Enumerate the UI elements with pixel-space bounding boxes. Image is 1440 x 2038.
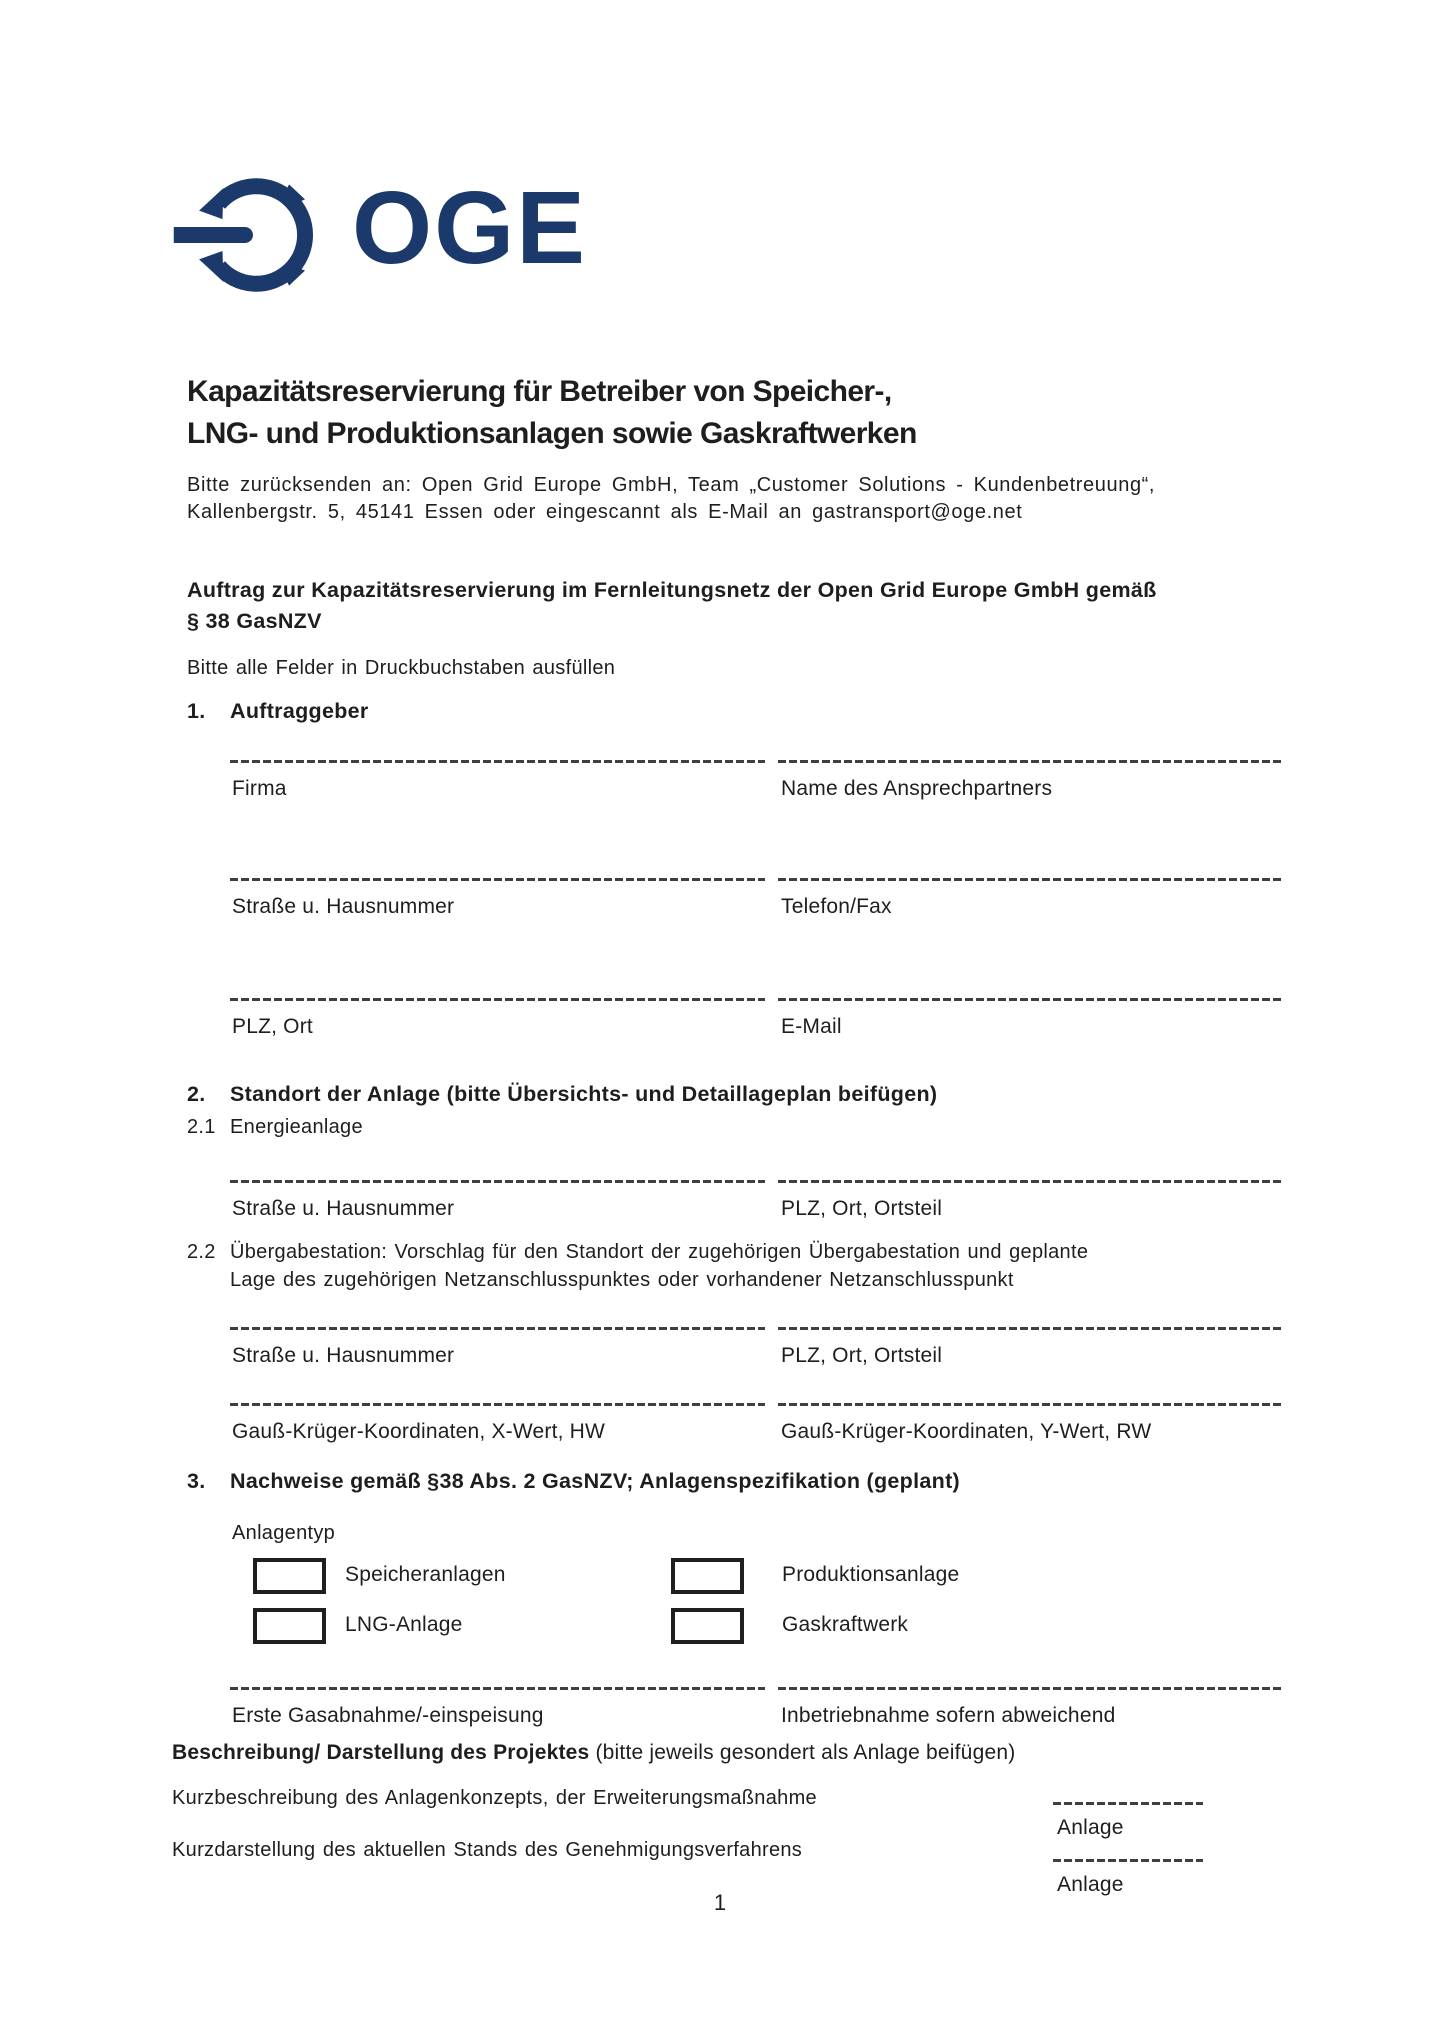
input-line-gk-y-wert[interactable]	[778, 1403, 1283, 1406]
checkbox-label-gaskraftwerk: Gaskraftwerk	[782, 1613, 909, 1636]
input-line-email[interactable]	[778, 998, 1283, 1001]
field-label-gk-x-wert: Gauß-Krüger-Koordinaten, X-Wert, HW	[232, 1420, 606, 1443]
section2-sub1-label: Energieanlage	[230, 1116, 363, 1138]
order-heading-line1: Auftrag zur Kapazitätsreservierung im Fernleitungsnetz der Open Grid Europe GmbH gemäß	[187, 578, 1157, 602]
input-line-anlage-2[interactable]	[1053, 1859, 1203, 1862]
oge-logo-wordmark: OGE	[352, 170, 587, 285]
field-label-plz-ort: PLZ, Ort	[232, 1015, 313, 1038]
section2-sub1	[187, 1116, 363, 1139]
section2-sub2-line1: Übergabestation: Vorschlag für den Standort der zugehörigen Übergabestation und geplante	[230, 1241, 1089, 1263]
section2-number: 2.	[187, 1082, 206, 1106]
field-label-strasse-energieanlage: Straße u. Hausnummer	[232, 1197, 455, 1220]
checkbox-gaskraftwerk[interactable]	[671, 1608, 744, 1644]
field-label-strasse-auftraggeber: Straße u. Hausnummer	[232, 895, 455, 918]
attachment-label-2: Anlage	[1057, 1873, 1124, 1896]
section3-heading	[187, 1469, 960, 1494]
page-number: 1	[713, 1890, 727, 1915]
checkbox-lng-anlage[interactable]	[253, 1608, 326, 1644]
input-line-gk-x-wert[interactable]	[230, 1403, 765, 1406]
input-line-strasse-uebergabestation[interactable]	[230, 1327, 765, 1330]
input-line-ansprechpartner[interactable]	[778, 760, 1283, 763]
field-label-firma: Firma	[232, 777, 287, 800]
checkbox-label-lng-anlage: LNG-Anlage	[345, 1613, 463, 1636]
return-address-line1: Bitte zurücksenden an: Open Grid Europe GmbH, Team „Customer Solutions - Kundenbetreuung“,	[187, 474, 1156, 496]
section3-number: 3.	[187, 1469, 206, 1493]
input-line-inbetriebnahme[interactable]	[778, 1687, 1283, 1690]
field-label-telefon-fax: Telefon/Fax	[781, 895, 892, 918]
checkbox-speicheranlagen[interactable]	[253, 1558, 326, 1594]
field-label-ansprechpartner: Name des Ansprechpartners	[781, 777, 1053, 800]
checkbox-label-speicheranlagen: Speicheranlagen	[345, 1563, 506, 1586]
input-line-erste-gasabnahme[interactable]	[230, 1687, 765, 1690]
input-line-strasse-energieanlage[interactable]	[230, 1180, 765, 1183]
input-line-plz-ort[interactable]	[230, 998, 765, 1001]
input-line-plz-ortsteil-uebergabestation[interactable]	[778, 1327, 1283, 1330]
input-line-firma[interactable]	[230, 760, 765, 763]
section1-title: Auftraggeber	[230, 699, 369, 723]
section2-sub1-number: 2.1	[187, 1116, 216, 1138]
field-label-gk-y-wert: Gauß-Krüger-Koordinaten, Y-Wert, RW	[781, 1420, 1152, 1443]
section1-number: 1.	[187, 699, 206, 723]
project-heading	[172, 1741, 1015, 1765]
field-label-inbetriebnahme: Inbetriebnahme sofern abweichend	[781, 1704, 1116, 1727]
field-label-strasse-uebergabestation: Straße u. Hausnummer	[232, 1344, 455, 1367]
document-title-line1: Kapazitätsreservierung für Betreiber von Speicher-,	[187, 375, 892, 408]
field-label-erste-gasabnahme: Erste Gasabnahme/-einspeisung	[232, 1704, 544, 1727]
section2-sub2-line2: Lage des zugehörigen Netzanschlusspunktes oder vorhandener Netzanschlusspunkt	[230, 1269, 1014, 1291]
field-label-plz-ortsteil-energieanlage: PLZ, Ort, Ortsteil	[781, 1197, 943, 1220]
order-heading-line2: § 38 GasNZV	[187, 609, 322, 633]
anlagentyp-label: Anlagentyp	[232, 1522, 336, 1544]
field-label-email: E-Mail	[781, 1015, 842, 1038]
checkbox-label-produktionsanlage: Produktionsanlage	[782, 1563, 960, 1586]
attachment-label-1: Anlage	[1057, 1816, 1124, 1839]
input-line-plz-ortsteil-energieanlage[interactable]	[778, 1180, 1283, 1183]
section3-title: Nachweise gemäß §38 Abs. 2 GasNZV; Anlagenspezifikation (geplant)	[230, 1469, 960, 1493]
input-line-telefon-fax[interactable]	[778, 878, 1283, 881]
section1-heading	[187, 699, 369, 724]
project-heading-bold: Beschreibung/ Darstellung des Projektes	[172, 1741, 590, 1764]
field-label-plz-ortsteil-uebergabestation: PLZ, Ort, Ortsteil	[781, 1344, 943, 1367]
section2-title: Standort der Anlage (bitte Übersichts- und Detaillageplan beifügen)	[230, 1082, 938, 1106]
section2-heading	[187, 1082, 937, 1107]
section2-sub2-number: 2.2	[187, 1241, 216, 1263]
oge-circular-arrows-icon	[170, 168, 320, 302]
project-heading-rest: (bitte jeweils gesondert als Anlage beifügen)	[589, 1741, 1016, 1764]
return-address-line2: Kallenbergstr. 5, 45141 Essen oder eingescannt als E-Mail an gastransport@oge.net	[187, 501, 1023, 523]
fill-instruction: Bitte alle Felder in Druckbuchstaben ausfüllen	[187, 657, 616, 679]
checkbox-produktionsanlage[interactable]	[671, 1558, 744, 1594]
input-line-strasse-auftraggeber[interactable]	[230, 878, 765, 881]
document-title-line2: LNG- und Produktionsanlagen sowie Gaskraftwerken	[187, 417, 917, 450]
project-item2-text: Kurzdarstellung des aktuellen Stands des Genehmigungsverfahrens	[172, 1839, 803, 1861]
input-line-anlage-1[interactable]	[1053, 1802, 1203, 1805]
project-item1-text: Kurzbeschreibung des Anlagenkonzepts, der Erweiterungsmaßnahme	[172, 1787, 817, 1809]
